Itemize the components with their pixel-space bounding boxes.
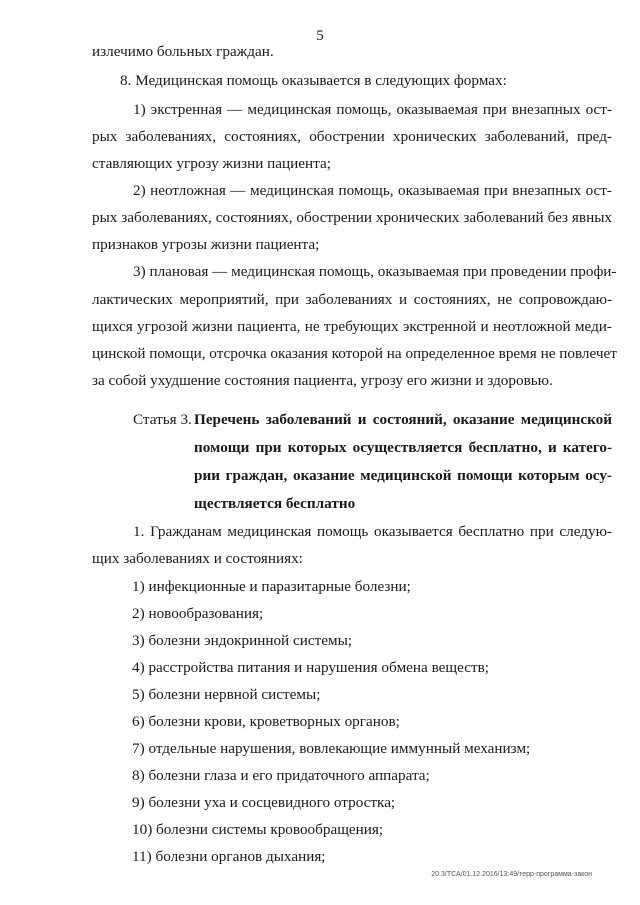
article-title-line: помощи при которых осуществляется бесплатно, и катего-	[194, 439, 612, 456]
paragraph-8-intro: 8. Медицинская помощь оказывается в следующих формах:	[120, 72, 507, 89]
page-number: 5	[316, 28, 324, 44]
article-title-line: ществляется бесплатно	[194, 495, 356, 512]
article-title-line: рии граждан, оказание медицинской помощи которым осу-	[194, 467, 612, 484]
form3-line: 3) плановая — медицинская помощь, оказываемая при проведении профи-	[133, 263, 617, 280]
form3-line: лактических мероприятий, при заболеваниях и состояниях, не сопровождаю-	[92, 291, 612, 308]
article-title-line: Перечень заболеваний и состояний, оказание медицинской	[194, 411, 612, 428]
form1-line: ставляющих угрозу жизни пациента;	[92, 155, 331, 172]
form2-line: признаков угрозы жизни пациента;	[92, 236, 320, 253]
form3-line: за собой ухудшение состояния пациента, угрозу его жизни и здоровью.	[92, 372, 553, 389]
article3-p1-line: 1. Гражданам медицинская помощь оказывается бесплатно при следую-	[133, 523, 612, 540]
article-label: Статья 3.	[133, 411, 192, 428]
list-item: 9) болезни уха и сосцевидного отростка;	[132, 794, 396, 811]
form2-line: рых заболеваниях, состояниях, обострении хронических заболеваний без явных	[92, 209, 612, 226]
list-item: 2) новообразования;	[132, 605, 264, 622]
form3-line: щихся угрозой жизни пациента, не требующих экстренной и неотложной меди-	[92, 318, 612, 335]
list-item: 11) болезни органов дыхания;	[132, 848, 326, 865]
form1-line: рых заболеваниях, состояниях, обострении хронических заболеваний, пред-	[92, 128, 612, 145]
list-item: 7) отдельные нарушения, вовлекающие иммунный механизм;	[132, 740, 531, 757]
list-item: 4) расстройства питания и нарушения обмена веществ;	[132, 659, 489, 676]
list-item: 10) болезни системы кровообращения;	[132, 821, 384, 838]
form2-line: 2) неотложная — медицинская помощь, оказываемая при внезапных ост-	[133, 182, 612, 199]
footer-doc-id: 20.3/ТСА/01.12.2016/13:49/терр-программа-закон	[431, 871, 592, 878]
form3-line: цинской помощи, отсрочка оказания которой на определенное время не повлечет	[92, 345, 617, 362]
list-item: 1) инфекционные и паразитарные болезни;	[132, 578, 411, 595]
list-item: 3) болезни эндокринной системы;	[132, 632, 352, 649]
carry-line: излечимо больных граждан.	[92, 43, 274, 60]
form1-line: 1) экстренная — медицинская помощь, оказываемая при внезапных ост-	[133, 101, 612, 118]
list-item: 8) болезни глаза и его придаточного аппарата;	[132, 767, 430, 784]
article3-p1-line: щих заболеваниях и состояниях:	[92, 550, 303, 567]
list-item: 5) болезни нервной системы;	[132, 686, 321, 703]
list-item: 6) болезни крови, кроветворных органов;	[132, 713, 400, 730]
